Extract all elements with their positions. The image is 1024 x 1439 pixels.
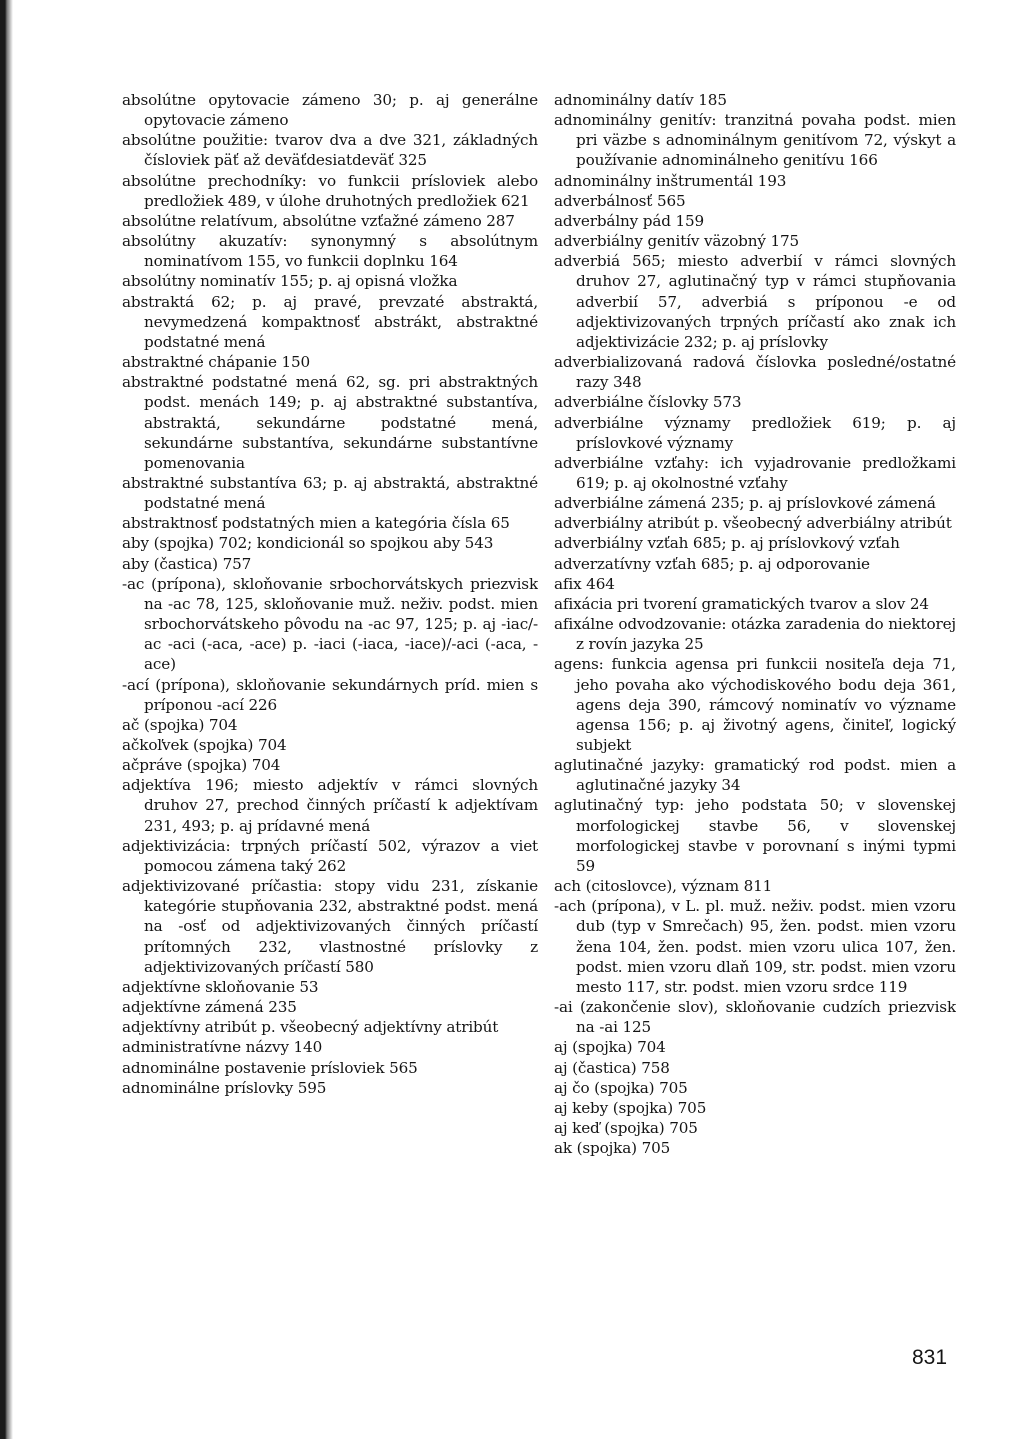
index-entry: absolútny nominatív 155; p. aj opisná vložka (122, 272, 458, 291)
index-entry: ačpráve (spojka) 704 (122, 756, 281, 775)
index-entry: adverbiálne vzťahy: ich vyjadrovanie predložkami 619; p. aj okolnostné vzťahy (554, 453, 956, 492)
index-entry: adjektíva 196; miesto adjektív v rámci slovných druhov 27, prechod činných príčastí k adjektívam 231, 493; p. aj prídavné mená (122, 776, 538, 835)
index-entry: adnominálny genitív: tranzitná povaha podst. mien pri väzbe s adnominálnym genitívom 72, výskyt a používanie adnominálneho genitívu 166 (554, 111, 956, 170)
index-entry: -ací (prípona), skloňovanie sekundárnych príd. mien s príponou -ací 226 (122, 675, 538, 714)
index-entry: afix 464 (554, 574, 615, 593)
index-entry: adverbiálne zámená 235; p. aj príslovkové zámená (554, 494, 936, 513)
index-entry: adjektivizované príčastia: stopy vidu 231, získanie kategórie stupňovania 232, abstraktné podst. mená na -osť od adjektivizovaných činných príčastí prítomných 232, vlastnostné príslovky z adjektivizovaných príčastí 580 (122, 877, 538, 976)
index-entry: adverbiálne významy predložiek 619; p. aj príslovkové významy (554, 413, 956, 452)
index-entry: adjektívne skloňovanie 53 (122, 977, 319, 996)
index-entry: adverbálny pád 159 (554, 211, 705, 230)
index-entry: afixálne odvodzovanie: otázka zaradenia do niektorej z rovín jazyka 25 (554, 615, 956, 654)
index-entry: afixácia pri tvorení gramatických tvarov a slov 24 (554, 594, 929, 613)
index-column-right (554, 90, 956, 1380)
index-entry: adnominálny datív 185 (554, 91, 727, 109)
index-entry: agens: funkcia agensa pri funkcii nositeľa deja 71, jeho povaha ako východiskového bodu deja 361, agens deja 390, rámcový nominatív vo význame agensa 156; p. aj životný agens, činiteľ, logický subjekt (554, 655, 956, 754)
index-entry: administratívne názvy 140 (122, 1038, 323, 1057)
index-entry: adjektívne zámená 235 (122, 998, 297, 1017)
index-entry: abstraktné podstatné mená 62, sg. pri abstraktných podst. menách 149; p. aj abstraktné substantíva, abstraktá, sekundárne podstatné mená, sekundárne substantíva, sekundárne substantívne pomenovania (122, 373, 538, 472)
index-entry: aj (spojka) 704 (554, 1038, 666, 1057)
index-entry: adverbiálny vzťah 685; p. aj príslovkový vzťah (554, 534, 900, 553)
index-entry: adnominálny inštrumentál 193 (554, 171, 787, 190)
index-entry: adjektívny atribút p. všeobecný adjektívny atribút (122, 1018, 499, 1037)
index-entry: adnominálne postavenie prísloviek 565 (122, 1058, 418, 1077)
page-number: 831 (912, 1346, 948, 1369)
index-entry: adjektivizácia: trpných príčastí 502, výrazov a viet pomocou zámena taký 262 (122, 836, 538, 875)
index-entry: abstraktné substantíva 63; p. aj abstraktá, abstraktné podstatné mená (122, 473, 538, 513)
index-entry: adverbializovaná radová číslovka posledné/ostatné razy 348 (554, 353, 956, 392)
index-entry: adverbálnosť 565 (554, 191, 686, 210)
index-entry: adverbiálny genitív väzobný 175 (554, 232, 800, 251)
index-entry: ačkoľvek (spojka) 704 (122, 736, 287, 754)
index-entry: adnominálne príslovky 595 (122, 1078, 327, 1097)
index-entry: abstraktá 62; p. aj pravé, prevzaté abstraktá, nevymedzená kompaktnosť abstrákt, abstraktné podstatné mená (122, 292, 538, 351)
index-entry: ač (spojka) 704 (122, 715, 238, 734)
index-entry: adverzatívny vzťah 685; p. aj odporovanie (554, 554, 870, 573)
index-entry: absolútny akuzatív: synonymný s absolútnym nominatívom 155, vo funkcii doplnku 164 (122, 232, 538, 271)
index-entry: aj čo (spojka) 705 (554, 1078, 688, 1097)
index-entry: ak (spojka) 705 (554, 1139, 671, 1158)
scan-edge (0, 0, 14, 1439)
index-entry: aj (častica) 758 (554, 1058, 670, 1077)
index-entry: aby (spojka) 702; kondicionál so spojkou aby 543 (122, 534, 494, 553)
index-entry: aj keby (spojka) 705 (554, 1098, 707, 1117)
index-entry: adverbiálne číslovky 573 (554, 393, 742, 412)
index-entry: -ai (zakončenie slov), skloňovanie cudzích priezvisk na -ai 125 (554, 998, 956, 1037)
index-entry: -ach (prípona), v L. pl. muž. neživ. podst. mien vzoru dub (typ v Smrečach) 95, žen. podst. mien vzoru žena 104, žen. podst. mien vzoru ulica 107, žen. podst. mien vzoru dlaň 109, str. podst. mien vzoru mesto 117, str. podst. mien vzoru srdce 119 (554, 897, 956, 996)
index-entry: aj keď (spojka) 705 (554, 1118, 698, 1137)
index-entry: abstraktné chápanie 150 (122, 353, 311, 372)
index-entry: absolútne relatívum, absolútne vzťažné zámeno 287 (122, 211, 515, 230)
index-entry: aglutinačný typ: jeho podstata 50; v slovenskej morfologickej stavbe 56, v slovenskej morfologickej stavbe v porovnaní s inými typmi 59 (554, 796, 956, 875)
index-column-left (122, 90, 538, 1380)
index-entry: adverbiálny atribút p. všeobecný adverbiálny atribút (554, 514, 952, 533)
index-entry: abstraktnosť podstatných mien a kategória čísla 65 (122, 514, 510, 533)
index-entry: adverbiá 565; miesto adverbií v rámci slovných druhov 27, aglutinačný typ v rámci stupňovania adverbií 57, adverbiá s príponou -e od adjektivizovaných trpných príčastí ako znak ich adjektivizácie 232; p. aj príslovky (554, 252, 956, 351)
index-entry: aby (častica) 757 (122, 554, 252, 573)
index-entry: -ac (prípona), skloňovanie srbochorvátskych priezvisk na -ac 78, 125, skloňovanie muž. neživ. podst. mien srbochorvátskeho pôvodu na -ac 97, 125; p. aj -iac/-ac -aci (-aca, -ace) p. -iaci (-iaca, -iace)/-aci (-aca, -ace) (122, 574, 538, 674)
index-entry: absolútne opytovacie zámeno 30; p. aj generálne opytovacie zámeno (122, 91, 538, 130)
index-entry: absolútne prechodníky: vo funkcii prísloviek alebo predložiek 489, v úlohe druhotných predložiek 621 (122, 171, 538, 210)
index-entry: ach (citoslovce), význam 811 (554, 877, 773, 896)
index-entry: absolútne použitie: tvarov dva a dve 321, základných čísloviek päť až deväťdesiatdeväť 325 (122, 131, 538, 170)
index-entry: aglutinačné jazyky: gramatický rod podst. mien a aglutinačné jazyky 34 (554, 756, 956, 795)
